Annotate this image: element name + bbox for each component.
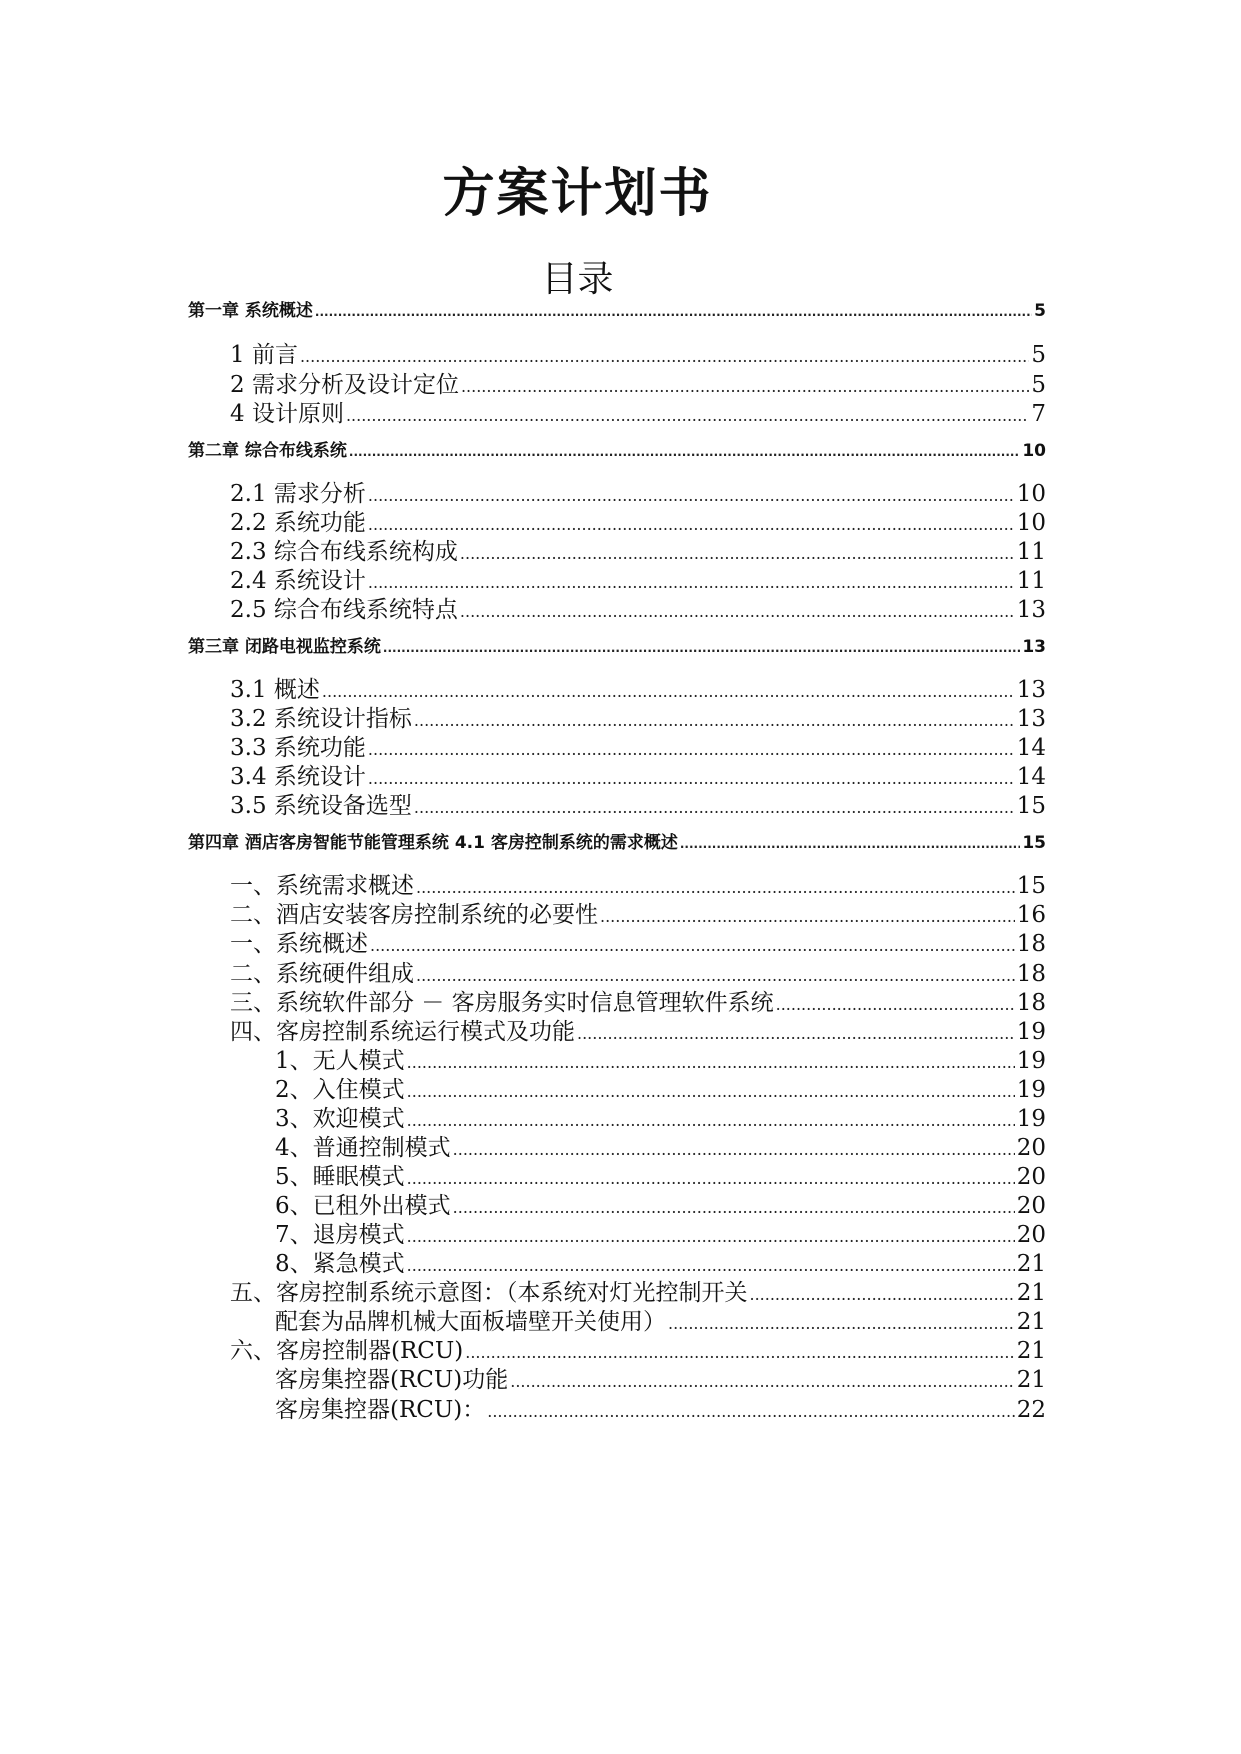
toc-dot-leader — [510, 1372, 1014, 1391]
toc-entry-label: 二、酒店安装客房控制系统的必要性 — [230, 902, 598, 928]
toc-dot-leader — [453, 1140, 1015, 1159]
toc-page-number: 10 — [1016, 481, 1046, 507]
toc-page-number: 13 — [1022, 637, 1046, 657]
toc-entry-label: 2.3 综合布线系统构成 — [230, 539, 458, 565]
toc-dot-leader — [460, 544, 1015, 563]
toc-dot-leader — [368, 769, 1015, 788]
toc-entry-label: 2.2 系统功能 — [230, 510, 366, 536]
toc-page-number: 5 — [1031, 342, 1046, 368]
toc-page-number: 19 — [1016, 1019, 1046, 1045]
toc-entry-label: 一、系统概述 — [230, 931, 368, 957]
toc-dot-leader — [465, 1343, 1014, 1362]
toc-page-number: 21 — [1016, 1338, 1046, 1364]
toc-dot-leader — [776, 995, 1015, 1014]
toc-dot-leader — [370, 936, 1015, 955]
toc-entry-label: 四、客房控制系统运行模式及功能 — [230, 1019, 575, 1045]
toc-dot-leader — [414, 798, 1015, 817]
toc-page-number: 13 — [1016, 706, 1046, 732]
toc-entry-label: 六、客房控制器(RCU) — [230, 1338, 464, 1364]
toc-dot-leader — [407, 1111, 1015, 1130]
toc-page-number: 10 — [1016, 510, 1046, 536]
toc-entry-label: 配套为品牌机械大面板墙壁开关使用） — [275, 1309, 666, 1335]
toc-page-number: 10 — [1022, 441, 1046, 461]
toc-page-number: 20 — [1016, 1135, 1046, 1161]
toc-page-number: 15 — [1016, 793, 1046, 819]
toc-page-number: 7 — [1031, 401, 1046, 427]
toc-page-number: 11 — [1016, 568, 1046, 594]
toc-page-number: 14 — [1016, 735, 1046, 761]
toc-dot-leader — [368, 573, 1015, 592]
toc-entry-label: 3、欢迎模式 — [275, 1106, 405, 1132]
toc-page-number: 18 — [1016, 990, 1046, 1016]
toc-entry[interactable] — [275, 1391, 1046, 1424]
toc-entry-label: 2.1 需求分析 — [230, 481, 366, 507]
toc-entry-label: 第一章 系统概述 — [188, 301, 313, 321]
toc-dot-leader — [407, 1169, 1015, 1188]
toc-dot-leader — [414, 711, 1015, 730]
toc-page-number: 15 — [1016, 873, 1046, 899]
toc-dot-leader — [322, 682, 1015, 701]
toc-page-number: 13 — [1016, 677, 1046, 703]
toc-page-number: 14 — [1016, 764, 1046, 790]
toc-entry[interactable] — [275, 1361, 1046, 1394]
toc-entry-label: 第四章 酒店客房智能节能管理系统 4.1 客房控制系统的需求概述 — [188, 833, 678, 853]
toc-page-number: 22 — [1016, 1397, 1046, 1423]
toc-entry-label: 3.5 系统设备选型 — [230, 793, 412, 819]
toc-entry[interactable] — [230, 925, 1046, 958]
toc-page-number: 20 — [1016, 1164, 1046, 1190]
toc-page-number: 15 — [1022, 833, 1046, 853]
toc-dot-leader — [407, 1082, 1015, 1101]
toc-page-number: 5 — [1034, 301, 1046, 321]
toc-page-number: 11 — [1016, 539, 1046, 565]
toc-dot-leader — [383, 641, 1020, 655]
toc-entry-label: 客房集控器(RCU)功能 — [275, 1367, 509, 1393]
toc-entry-label: 4、普通控制模式 — [275, 1135, 451, 1161]
toc-entry[interactable] — [230, 336, 1046, 369]
toc-chapter-entry[interactable] — [188, 296, 1046, 321]
toc-dot-leader — [487, 1402, 1014, 1421]
toc-entry-label: 4 设计原则 — [230, 401, 344, 427]
toc-entry-label: 6、已租外出模式 — [275, 1193, 451, 1219]
toc-entry-label: 8、紧急模式 — [275, 1251, 405, 1277]
document-title: 方案计划书 — [442, 163, 713, 224]
toc-dot-leader — [416, 878, 1015, 897]
toc-dot-leader — [600, 907, 1015, 926]
toc-page-number: 21 — [1016, 1367, 1046, 1393]
toc-dot-leader — [407, 1256, 1015, 1275]
toc-dot-leader — [300, 347, 1029, 366]
toc-dot-leader — [315, 305, 1032, 319]
toc-entry-label: 三、系统软件部分 － 客房服务实时信息管理软件系统 — [230, 990, 774, 1016]
toc-chapter-entry[interactable] — [188, 436, 1046, 461]
toc-entry-label: 一、系统需求概述 — [230, 873, 414, 899]
toc-entry-label: 五、客房控制系统示意图：（本系统对灯光控制开关 — [230, 1280, 748, 1306]
toc-dot-leader — [460, 602, 1015, 621]
toc-page-number: 16 — [1016, 902, 1046, 928]
toc-dot-leader — [407, 1053, 1015, 1072]
toc-page-number: 20 — [1016, 1193, 1046, 1219]
toc-page-number: 13 — [1016, 597, 1046, 623]
toc-entry[interactable] — [230, 395, 1046, 428]
toc-page-number: 21 — [1016, 1280, 1046, 1306]
toc-dot-leader — [368, 740, 1015, 759]
toc-chapter-entry[interactable] — [188, 828, 1046, 853]
toc-dot-leader — [668, 1314, 1015, 1333]
toc-entry-label: 客房集控器(RCU)： — [275, 1397, 486, 1423]
toc-dot-leader — [346, 406, 1029, 425]
toc-dot-leader — [368, 486, 1015, 505]
toc-entry-label: 2.5 综合布线系统特点 — [230, 597, 458, 623]
toc-dot-leader — [416, 966, 1015, 985]
toc-entry-label: 2、入住模式 — [275, 1077, 405, 1103]
toc-entry-label: 第三章 闭路电视监控系统 — [188, 637, 381, 657]
toc-page-number: 20 — [1016, 1222, 1046, 1248]
toc-page-number: 21 — [1016, 1309, 1046, 1335]
toc-entry-label: 二、系统硬件组成 — [230, 961, 414, 987]
toc-entry-label: 5、睡眠模式 — [275, 1164, 405, 1190]
toc-page-number: 19 — [1016, 1048, 1046, 1074]
toc-dot-leader — [407, 1227, 1015, 1246]
toc-dot-leader — [368, 515, 1015, 534]
toc-entry[interactable] — [230, 787, 1046, 820]
toc-page-number: 19 — [1016, 1106, 1046, 1132]
toc-page-number: 5 — [1031, 372, 1046, 398]
toc-entry-label: 第二章 综合布线系统 — [188, 441, 347, 461]
toc-dot-leader — [453, 1198, 1015, 1217]
toc-dot-leader — [461, 377, 1029, 396]
toc-dot-leader — [680, 837, 1020, 851]
toc-entry-label: 1、无人模式 — [275, 1048, 405, 1074]
toc-entry-label: 3.3 系统功能 — [230, 735, 366, 761]
toc-dot-leader — [750, 1285, 1015, 1304]
toc-entry-label: 7、退房模式 — [275, 1222, 405, 1248]
toc-heading: 目录 — [541, 259, 614, 300]
toc-entry-label: 3.1 概述 — [230, 677, 320, 703]
toc-entry-label: 3.2 系统设计指标 — [230, 706, 412, 732]
toc-entry[interactable] — [230, 591, 1046, 624]
toc-page-number: 18 — [1016, 961, 1046, 987]
toc-dot-leader — [577, 1024, 1015, 1043]
toc-chapter-entry[interactable] — [188, 632, 1046, 657]
toc-page-number: 19 — [1016, 1077, 1046, 1103]
toc-page-number: 18 — [1016, 931, 1046, 957]
toc-page-number: 21 — [1016, 1251, 1046, 1277]
toc-entry-label: 2.4 系统设计 — [230, 568, 366, 594]
toc-entry-label: 1 前言 — [230, 342, 298, 368]
toc-entry-label: 3.4 系统设计 — [230, 764, 366, 790]
toc-entry-label: 2 需求分析及设计定位 — [230, 372, 459, 398]
toc-dot-leader — [349, 445, 1020, 459]
